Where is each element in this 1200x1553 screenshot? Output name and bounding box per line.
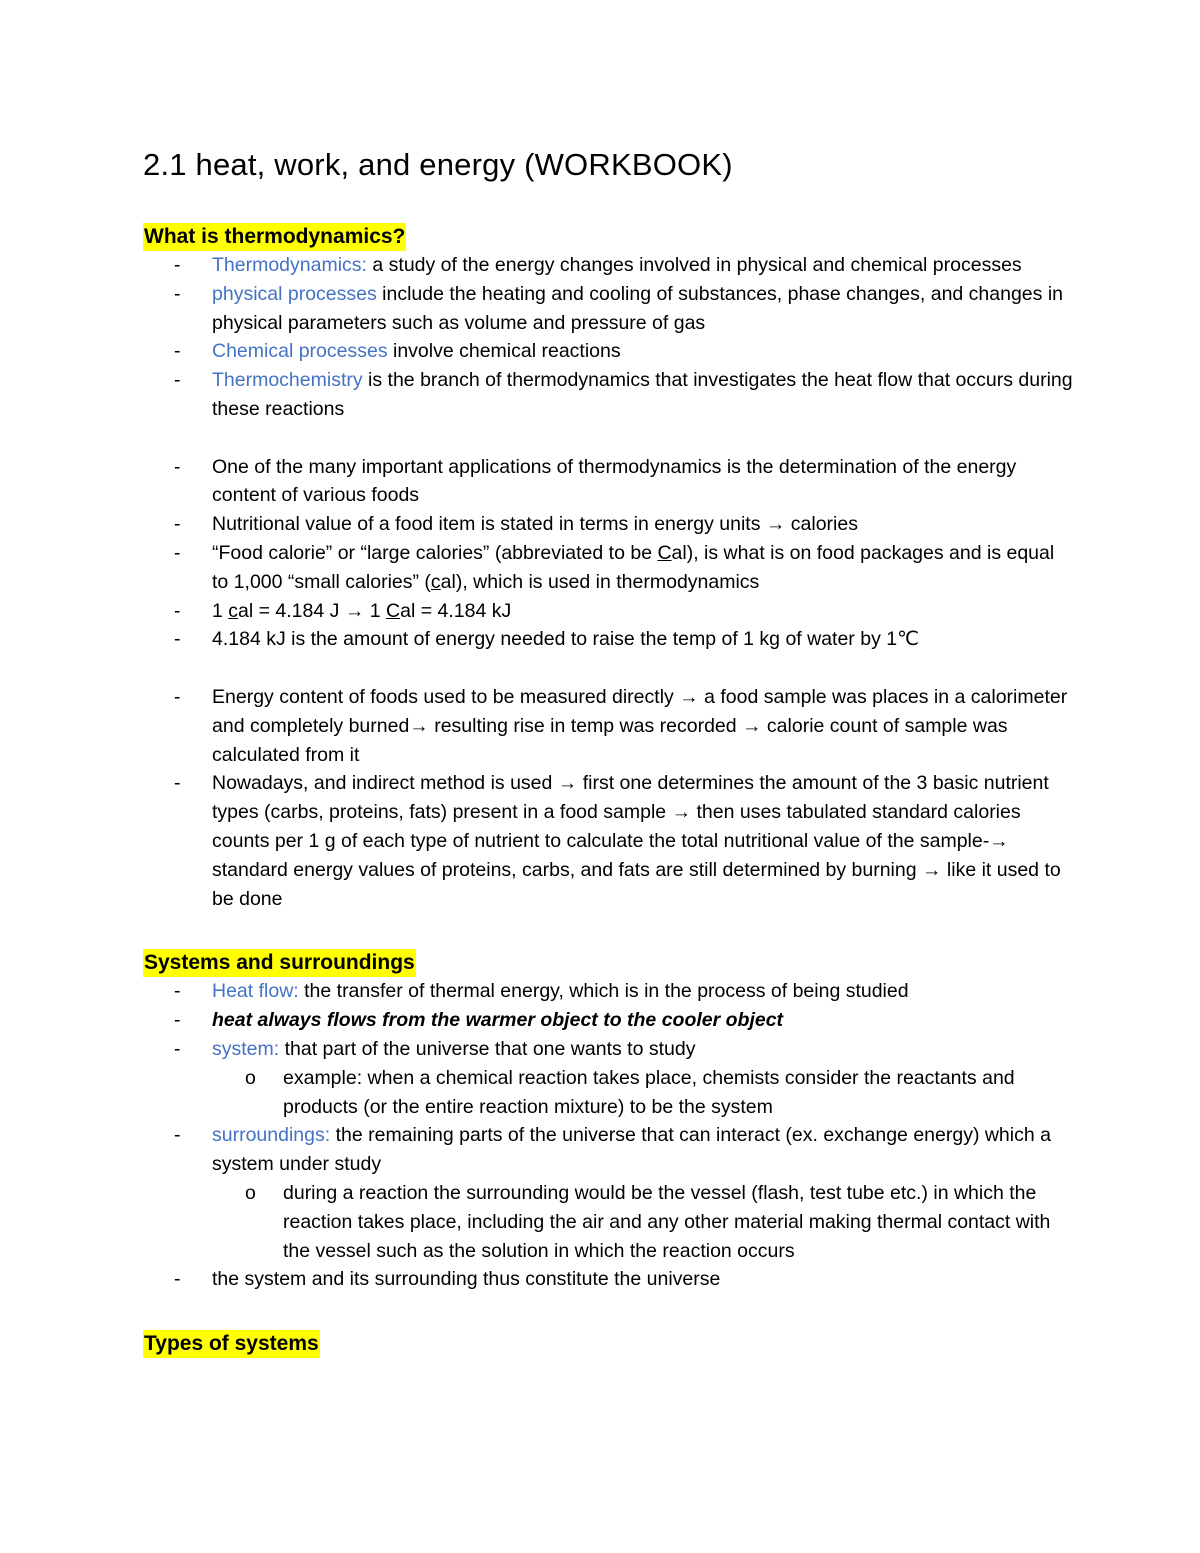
item-text: first one determines the amount of the 3 basic nutrient types (carbs, proteins, fats) present in a food sample (212, 772, 1049, 824)
item-text: al = 4.184 kJ (400, 599, 512, 622)
item-text: Energy content of foods used to be measured directly (212, 685, 680, 708)
underlined-letter: C (657, 541, 672, 564)
item-text: “Food calorie” or “large calories” (abbreviated to be (212, 541, 658, 564)
spacer (143, 424, 1073, 453)
item-text: calories (785, 513, 858, 536)
right-arrow-icon: → (344, 599, 365, 622)
list-item (143, 251, 1073, 280)
section-heading: Types of systems (143, 1330, 320, 1358)
list-item (143, 683, 1073, 769)
item-text: example: when a chemical reaction takes place, chemists consider the reactants and products (or the entire reaction mixture) to be the system (283, 1066, 1015, 1118)
item-text: resulting rise in temp was recorded (428, 714, 743, 737)
item-text: al), is what is on food packages and is equal to 1,000 “small calories” ( (212, 541, 1055, 593)
list-item (143, 453, 1073, 511)
spacer (143, 1294, 1073, 1330)
right-arrow-icon: → (765, 513, 786, 536)
list-item (143, 769, 1073, 913)
document-page (143, 145, 1073, 1358)
list-item (143, 539, 1073, 597)
term-label: surroundings: (212, 1124, 331, 1147)
list-item (143, 977, 1073, 1006)
sub-list (212, 1179, 1073, 1265)
item-text: the transfer of thermal energy, which is in the process of being studied (298, 980, 909, 1003)
underlined-letter: c (430, 570, 441, 593)
item-text: al), which is used in thermodynamics (440, 570, 760, 593)
spacer (143, 913, 1073, 949)
right-arrow-icon: → (742, 714, 762, 737)
list-item (143, 1121, 1073, 1265)
item-text: a study of the energy changes involved in physical and chemical processes (366, 254, 1022, 276)
item-text: that part of the universe that one wants to study (279, 1037, 696, 1060)
list-item (143, 366, 1073, 424)
document-title: 2.1 heat, work, and energy (WORKBOOK) (143, 147, 733, 182)
item-text: standard energy values of proteins, carbs, and fats are still determined by burning (212, 858, 922, 881)
list-item (143, 597, 1073, 626)
spacer (143, 185, 1073, 223)
bullet-list (143, 251, 1073, 424)
item-text: include the heating and cooling of substances, phase changes, and changes in physical parameters such as volume and pressure of gas (212, 282, 1064, 334)
item-text: a food sample was places in a calorimeter and completely burned (212, 685, 1068, 737)
section-thermodynamics (143, 223, 1073, 913)
list-item (143, 1006, 1073, 1035)
term-label: Heat flow: (212, 980, 299, 1003)
sub-list-item (212, 1179, 1073, 1265)
right-arrow-icon: → (557, 772, 578, 795)
item-text: like it used to be done (212, 858, 1061, 910)
term-label: Thermodynamics: (212, 254, 367, 276)
section-heading: What is thermodynamics? (143, 223, 406, 251)
section-systems-surroundings (143, 949, 1073, 1294)
right-arrow-icon: → (679, 685, 699, 708)
item-text: One of the many important applications of thermodynamics is the determination of the energy content of various foods (212, 455, 1017, 507)
bullet-list (143, 977, 1073, 1294)
right-arrow-icon: → (989, 829, 1009, 852)
item-text: the system and its surrounding thus constitute the universe (212, 1268, 721, 1291)
item-text: Nutritional value of a food item is stated in terms in energy units (212, 513, 766, 536)
sub-list (212, 1064, 1073, 1122)
list-item (143, 1035, 1073, 1121)
right-arrow-icon: → (671, 801, 692, 824)
underlined-letter: c (228, 599, 239, 622)
list-item (143, 337, 1073, 366)
item-text: involve chemical reactions (387, 340, 621, 363)
item-text: then uses tabulated standard calories counts per 1 g of each type of nutrient to calculate the total nutritional value of the sample- (212, 801, 1021, 852)
item-text: the remaining parts of the universe that can interact (ex. exchange energy) which a system under study (212, 1124, 1051, 1176)
item-text: al = 4.184 J (238, 599, 345, 622)
section-types-of-systems (143, 1330, 1073, 1358)
emphasis-text: heat always flows from the warmer object to the cooler object (212, 1009, 784, 1032)
right-arrow-icon: → (409, 714, 429, 737)
list-item (143, 1265, 1073, 1294)
section-heading: Systems and surroundings (143, 949, 416, 977)
term-label: Chemical processes (212, 340, 388, 363)
list-item (143, 625, 1073, 654)
item-text: 1 (212, 599, 229, 622)
item-text: 4.184 kJ is the amount of energy needed to raise the temp of 1 kg of water by 1℃ (212, 628, 919, 651)
item-text: Nowadays, and indirect method is used (212, 772, 558, 795)
list-item (143, 280, 1073, 338)
term-label: Thermochemistry (212, 369, 363, 392)
item-text: 1 (364, 599, 386, 622)
sub-list-item (212, 1064, 1073, 1122)
item-text: is the branch of thermodynamics that investigates the heat flow that occurs during these reactions (212, 369, 1073, 420)
spacer (143, 654, 1073, 683)
bullet-list (143, 453, 1073, 655)
underlined-letter: C (386, 599, 401, 622)
right-arrow-icon: → (921, 858, 942, 881)
item-text: calorie count of sample was calculated from it (212, 714, 1008, 766)
bullet-list (143, 683, 1073, 913)
item-text: during a reaction the surrounding would be the vessel (flash, test tube etc.) in which the reaction takes place, including the air and any other material making thermal contact with the vessel such as the solution in which the reaction occurs (283, 1181, 1051, 1262)
list-item (143, 510, 1073, 539)
term-label: physical processes (212, 282, 377, 305)
term-label: system: (212, 1037, 280, 1060)
